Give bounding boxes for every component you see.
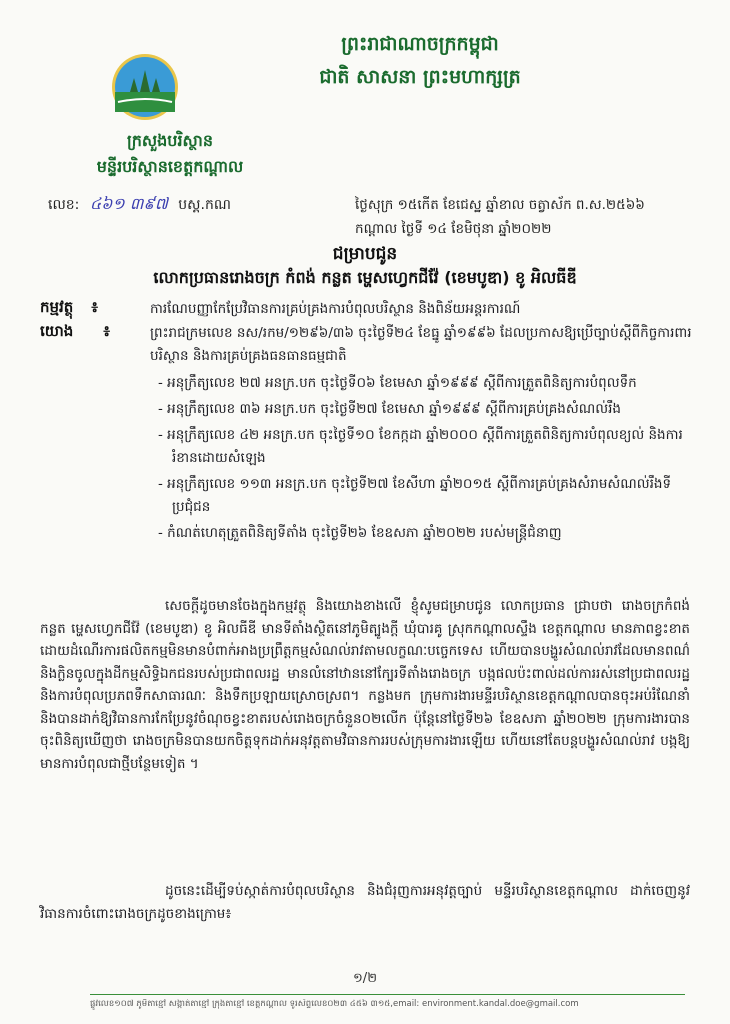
ministry-logo-icon bbox=[110, 52, 180, 122]
ministry-heading bbox=[50, 128, 290, 180]
footer-contact: ផ្លូវលេខ១០៧ ភូមិតាខ្មៅ សង្កាត់តាខ្មៅ ក្រុងតាខ្មៅ ខេត្តកណ្ដាល ទូរស័ព្ទលេខ០២៣ ៤៥៦ ៣១៥,email: environment.kandal.doe@gmail.com bbox=[90, 999, 579, 1009]
footer-divider bbox=[90, 994, 685, 995]
body-paragraph-2: ដូចនេះដើម្បីទប់ស្កាត់ការបំពុលបរិស្ថាន និងជំរុញការអនុវត្តច្បាប់ មន្ទីរបរិស្ថានខេត្តកណ្ដាល ដាក់ចេញនូវវិធានការចំពោះរោងចក្រដូចខាងក្រោម៖ bbox=[40, 883, 690, 922]
body-paragraph-1: សេចក្ដីដូចមានចែងក្នុងកម្មវត្ថុ និងយោងខាងលើ ខ្ញុំសូមជម្រាបជូន លោកប្រធាន ជ្រាបថា រោងចក្រកំពង់ កន្លត ម្ហេសហ្វេកជីវ៉ែ (ខេមបូឌា) ខូ អិលធីឌី មានទីតាំងស្ថិតនៅភូមិត្បូងក្ដី ឃុំបារគូ ស្រុកកណ្ដាលស្ទឹង ខេត្តកណ្ដាល មានភាពខ្វះខាតដោយដំណើរការផលិតកម្មមិនមានបំពាក់អាងប្រព្រឹត្តកម្មសំណល់រាវតាមលក្ខណៈបច្ចេកទេស ហើយបានបង្ហូរសំណល់រាវដែលមានពណ៌ និងក្លិនចូលក្នុងដីកម្មសិទ្ធិឯកជនរបស់ប្រជាពលរដ្ឋ មានលំនៅឋាននៅក្បែរទីតាំងរោងចក្រ បង្កផលប៉ះពាល់ដល់ការរស់នៅប្រជាពលរដ្ឋ និងការបំពុលប្រភពទឹកសាធារណៈ និងទឹកប្រឡាយស្រោចស្រព។ កន្លងមក ក្រុមការងារមន្ទីរបរិស្ថានខេត្តកណ្ដាលបានចុះអប់រំណែនាំ និងបានដាក់ឱ្យវិធានការកែប្រែនូវចំណុចខ្វះខាតរបស់រោងចក្រចំនួន០២លើក ប៉ុន្តែនៅថ្ងៃទី២៦ ខែឧសភា ឆ្នាំ២០២២ ក្រុមការងារបានចុះពិនិត្យឃើញថា រោងចក្រមិនបានយកចិត្តទុកដាក់អនុវត្តតាមវិធានការរបស់ក្រុមការងារឡើយ ហើយនៅតែបន្តបង្ហូរសំណល់រាវ បង្កឱ្យមានការបំពុលជាថ្មីបន្ថែមទៀត ។ bbox=[40, 598, 690, 772]
kingdom-line-2: ជាតិ សាសនា ព្រះមហាក្សត្រ bbox=[319, 66, 521, 88]
subject-label: កម្មវត្ថុ ៖ bbox=[40, 298, 98, 316]
reference-suffix: បស្ត.កណ bbox=[178, 197, 231, 213]
recipient-heading: លោកប្រធានរោងចក្រ កំពង់ កន្លត ម្ហេសហ្វេកជីវ៉ែ (ខេមបូឌា) ខូ អិលធីឌី bbox=[153, 268, 577, 287]
ministry-line-1: ក្រសួងបរិស្ថាន bbox=[126, 131, 213, 150]
reference-item: - កំណត់ហេតុត្រួតពិនិត្យទីតាំង ចុះថ្ងៃទី២៦ ខែឧសភា ឆ្នាំ២០២២ របស់មន្ត្រីជំនាញ bbox=[158, 525, 562, 541]
reference-item: - អនុក្រឹត្យលេខ ៣៦ អនក្រ.បក ចុះថ្ងៃទី២៧ ខែមេសា ឆ្នាំ១៩៩៩ ស្ដីពីការគ្រប់គ្រងសំណល់រឹង bbox=[158, 401, 621, 417]
reference-item: - អនុក្រឹត្យលេខ ៤២ អនក្រ.បក ចុះថ្ងៃទី១០ ខែកក្កដា ឆ្នាំ២០០០ ស្ដីពីការត្រួតពិនិត្យការបំពុលខ្យល់ និងការរំខានដោយសំឡេង bbox=[158, 427, 683, 466]
reference-item: - អនុក្រឹត្យលេខ ១១៣ អនក្រ.បក ចុះថ្ងៃទី២៧ ខែសីហា ឆ្នាំ២០១៥ ស្ដីពីការគ្រប់គ្រងសំរាមសំណល់រឹងទីប្រជុំជន bbox=[158, 476, 672, 515]
reference-number bbox=[48, 193, 231, 217]
date-block bbox=[355, 193, 685, 241]
reference-label: លេខ: bbox=[48, 197, 80, 213]
ministry-line-2: មន្ទីរបរិស្ថានខេត្តកណ្ដាល bbox=[96, 157, 244, 176]
solar-date: កណ្ដាល ថ្ងៃទី ១៤ ខែមិថុនា ឆ្នាំ២០២២ bbox=[355, 221, 552, 237]
notice-heading: ជម្រាបជូន bbox=[332, 244, 398, 264]
kingdom-line-1: ព្រះរាជាណាចក្រកម្ពុជា bbox=[341, 33, 499, 55]
kingdom-heading bbox=[250, 28, 590, 94]
references-list bbox=[158, 372, 698, 548]
lunar-date: ថ្ងៃសុក្រ ១៥កើត ខែជេស្ឋ ឆ្នាំខាល ចត្វាស័ក ព.ស.២៥៦៦ bbox=[355, 197, 645, 213]
reference-item: - អនុក្រឹត្យលេខ ២៧ អនក្រ.បក ចុះថ្ងៃទី០៦ ខែមេសា ឆ្នាំ១៩៩៩ ស្ដីពីការត្រួតពិនិត្យការបំពុលទឹក bbox=[158, 375, 637, 391]
references-intro: ព្រះរាជក្រមលេខ នស/រកម/១២៩៦/៣៦ ចុះថ្ងៃទី២៤ ខែធ្នូ ឆ្នាំ១៩៩៦ ដែលប្រកាសឱ្យប្រើច្បាប់ស្ដីពីកិច្ចការពារបរិស្ថាន និងការគ្រប់គ្រងធនធានធម្មជាតិ bbox=[150, 325, 692, 364]
references-label: យោង ៖ bbox=[40, 322, 110, 340]
page-number: ១/២ bbox=[352, 971, 378, 986]
subject-text: ការណែបញ្ញាកែប្រែវិធានការគ្រប់គ្រងការបំពុលបរិស្ថាន និងពិន័យអន្តរការណ៍ bbox=[150, 301, 521, 317]
reference-handwritten-number: ៤៦១ ៣៩៧ bbox=[89, 194, 168, 213]
